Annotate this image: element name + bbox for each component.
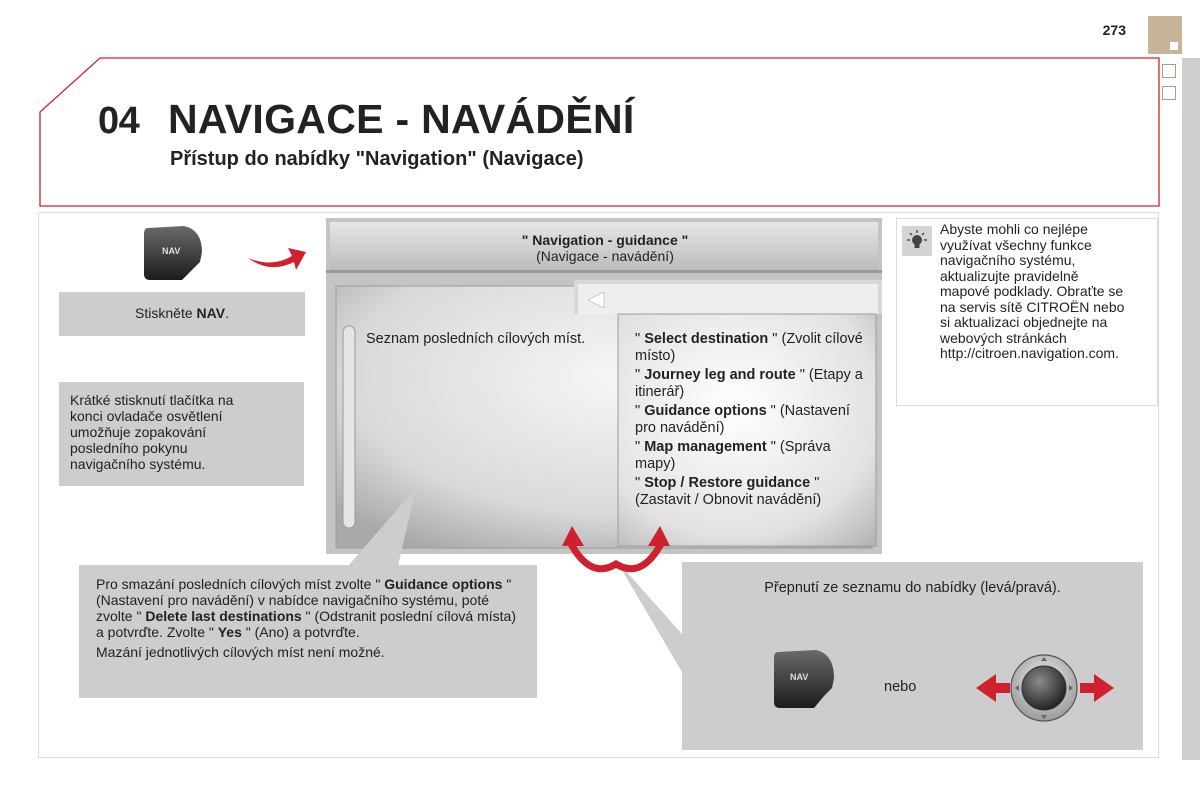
delete-note-paragraph: Pro smazání posledních cílových míst zvolte " Guidance options " (Nastavení pro navádění) v nabídce navigačního systému, poté zvolte " Delete last destinations " (Odstranit poslední cílová místa) a potvrďte. Zvolte " Yes " (Ano) a potvrďte. <box>96 576 516 640</box>
switch-note-text: Přepnutí ze seznamu do nabídky (levá/pravá). <box>764 580 1061 596</box>
screen-title <box>330 232 880 264</box>
or-label: nebo <box>884 679 917 695</box>
page-number: 273 <box>1102 22 1126 38</box>
callout-pointer-left <box>340 488 430 568</box>
nav-button-label: NAV <box>790 672 809 682</box>
menu-item-select-destination: " Select destination " (Zvolit cílové místo) <box>635 331 863 364</box>
nav-button-label: NAV <box>162 246 181 256</box>
press-nav-instruction <box>59 292 305 336</box>
chapter-number: 04 <box>98 100 140 142</box>
short-press-line: navigačního systému. <box>70 456 206 472</box>
menu-item-map-management: " Map management " (Správa mapy) <box>635 439 831 472</box>
short-press-line: konci ovladače osvětlení <box>70 408 223 424</box>
navigation-menu <box>635 331 870 511</box>
nav-button-icon <box>142 222 204 282</box>
delete-note-paragraph-2: Mazání jednotlivých cílových míst není možné. <box>96 644 385 660</box>
short-press-line: umožňuje zopakování <box>70 424 207 440</box>
press-key: NAV <box>196 305 226 321</box>
press-suffix: . <box>225 305 229 321</box>
right-arrow-icon <box>1080 674 1114 702</box>
red-arrow-icon <box>244 238 308 274</box>
recent-destinations-label: Seznam posledních cílových míst. <box>366 331 586 347</box>
lightbulb-icon <box>902 226 932 256</box>
left-arrow-icon <box>976 674 1010 702</box>
menu-item-journey-leg: " Journey leg and route " (Etapy a itinerář) <box>635 367 863 400</box>
callout-pointer-right <box>612 560 688 672</box>
press-prefix: Stiskněte <box>135 305 197 321</box>
page-title: NAVIGACE - NAVÁDĚNÍ <box>168 96 635 142</box>
menu-item-guidance-options: " Guidance options " (Nastavení pro navádění) <box>635 403 850 436</box>
tip-text: Abyste mohli co nejlépe využívat všechny funkce navigačního systému, aktualizujte pravidelně mapové podklady. Obraťte se na servis sítě CITROËN nebo si aktualizaci objednejte na webových stránkách http://citroen.navigation.com. <box>940 221 1125 361</box>
switch-arrows-icon <box>560 520 672 576</box>
menu-item-stop-restore: " Stop / Restore guidance " (Zastavit / Obnovit navádění) <box>635 475 822 508</box>
short-press-line: posledního pokynu <box>70 440 188 456</box>
screen-title-translation: (Navigace - navádění) <box>536 248 674 264</box>
short-press-line: Krátké stisknutí tlačítka na <box>70 392 234 408</box>
nav-button-icon <box>772 646 838 710</box>
delete-destinations-note <box>79 565 537 698</box>
rotary-knob-icon <box>970 652 1120 724</box>
screen-title-main: " Navigation - guidance " <box>521 232 689 248</box>
short-press-note <box>59 382 304 486</box>
page-subtitle: Přístup do nabídky "Navigation" (Navigace) <box>170 148 584 170</box>
